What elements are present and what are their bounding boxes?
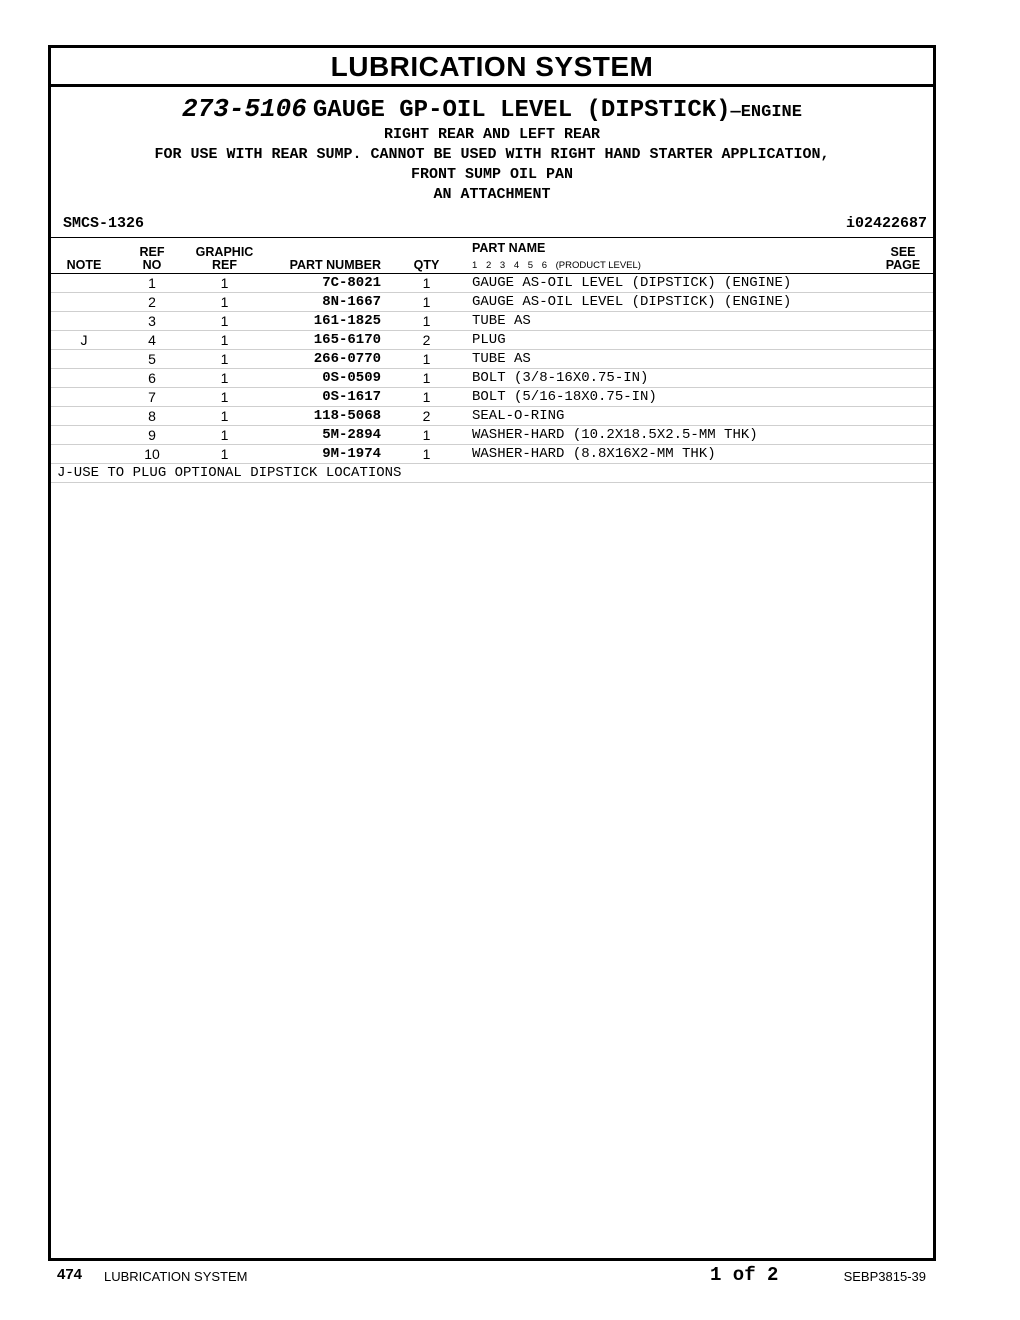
header-graphic-ref: GRAPHIC REF <box>195 245 254 272</box>
page-frame <box>48 45 936 1261</box>
row-part-number: 0S-0509 <box>322 370 381 386</box>
row-ref-no: 10 <box>144 446 160 462</box>
row-ref-no: 6 <box>148 370 156 386</box>
table-row <box>51 331 933 350</box>
table-row <box>51 312 933 331</box>
row-note <box>51 312 117 331</box>
group-qualifier: —ENGINE <box>730 103 802 122</box>
row-ref-no: 9 <box>148 427 156 443</box>
header-qty: QTY <box>413 258 440 272</box>
row-ref-no: 2 <box>148 294 156 310</box>
table-row <box>51 350 933 369</box>
row-qty: 1 <box>422 370 431 386</box>
table-row <box>51 369 933 388</box>
group-description-line: RIGHT REAR AND LEFT REAR <box>383 126 601 143</box>
row-part-number: 165-6170 <box>313 332 381 348</box>
footer-section: LUBRICATION SYSTEM <box>104 1269 248 1284</box>
row-graphic-ref: 1 <box>220 427 229 443</box>
row-note <box>51 407 117 426</box>
row-see-page <box>873 369 933 388</box>
row-qty: 1 <box>422 351 431 367</box>
row-ref-no: 1 <box>148 275 156 291</box>
row-graphic-ref: 1 <box>220 408 229 424</box>
row-part-name: WASHER-HARD (10.2X18.5X2.5-MM THK) <box>472 427 758 443</box>
row-qty: 1 <box>422 294 431 310</box>
section-title: LUBRICATION SYSTEM <box>51 48 933 87</box>
row-part-number: 0S-1617 <box>322 389 381 405</box>
row-see-page <box>873 312 933 331</box>
table-row <box>51 293 933 312</box>
page-number: 474 <box>57 1266 83 1283</box>
illustration-id: i02422687 <box>845 215 927 232</box>
table-row <box>51 407 933 426</box>
row-part-number: 8N-1667 <box>322 294 381 310</box>
row-part-name: WASHER-HARD (8.8X16X2-MM THK) <box>472 446 716 462</box>
row-see-page <box>873 407 933 426</box>
row-part-number: 266-0770 <box>313 351 381 367</box>
row-see-page <box>873 274 933 293</box>
row-part-number: 7C-8021 <box>322 275 381 291</box>
row-part-number: 118-5068 <box>313 408 381 424</box>
document-number: SEBP3815-39 <box>843 1269 926 1284</box>
row-part-name: BOLT (3/8-16X0.75-IN) <box>472 370 649 386</box>
row-part-name: SEAL-O-RING <box>472 408 565 424</box>
group-description-line: AN ATTACHMENT <box>433 186 551 203</box>
row-ref-no: 4 <box>148 332 156 348</box>
row-graphic-ref: 1 <box>220 294 229 310</box>
row-part-number: 9M-1974 <box>322 446 381 462</box>
table-row <box>51 426 933 445</box>
row-ref-no: 7 <box>148 389 156 405</box>
row-part-name: GAUGE AS-OIL LEVEL (DIPSTICK) (ENGINE) <box>472 294 792 310</box>
row-note <box>51 293 117 312</box>
row-ref-no: 8 <box>148 408 156 424</box>
smcs-code: SMCS-1326 <box>63 215 145 232</box>
row-qty: 1 <box>422 446 431 462</box>
row-see-page <box>873 445 933 464</box>
row-qty: 2 <box>422 332 431 348</box>
header-part-name: PART NAME 1 2 3 4 5 6 (PRODUCT LEVEL) <box>462 238 873 274</box>
row-see-page <box>873 388 933 407</box>
row-ref-no: 3 <box>148 313 156 329</box>
row-graphic-ref: 1 <box>220 370 229 386</box>
table-row <box>51 445 933 464</box>
row-see-page <box>873 293 933 312</box>
header-ref-no: REF NO <box>139 245 165 272</box>
row-qty: 1 <box>422 389 431 405</box>
row-note <box>51 445 117 464</box>
row-see-page <box>873 331 933 350</box>
header-part-number: PART NUMBER <box>289 258 381 272</box>
header-note: NOTE <box>66 258 102 272</box>
row-note <box>51 369 117 388</box>
row-see-page <box>873 350 933 369</box>
smcs-row <box>51 209 933 238</box>
row-graphic-ref: 1 <box>220 446 229 462</box>
row-note <box>51 426 117 445</box>
row-part-name: TUBE AS <box>472 351 531 367</box>
row-part-name: TUBE AS <box>472 313 531 329</box>
table-header-row <box>51 238 933 274</box>
row-part-number: 161-1825 <box>313 313 381 329</box>
row-graphic-ref: 1 <box>220 332 229 348</box>
group-title <box>51 93 933 125</box>
group-description-line: FRONT SUMP OIL PAN <box>410 166 574 183</box>
row-part-name: GAUGE AS-OIL LEVEL (DIPSTICK) (ENGINE) <box>472 275 792 291</box>
header-see-page: SEE PAGE <box>885 245 921 272</box>
table-row <box>51 388 933 407</box>
row-note <box>51 350 117 369</box>
table-footnote: J-USE TO PLUG OPTIONAL DIPSTICK LOCATIONS <box>51 464 933 483</box>
row-graphic-ref: 1 <box>220 351 229 367</box>
row-ref-no: 5 <box>148 351 156 367</box>
row-part-name: BOLT (5/16-18X0.75-IN) <box>472 389 657 405</box>
group-part-number: 273-5106 <box>182 94 307 124</box>
parts-table <box>51 238 933 464</box>
row-note <box>51 274 117 293</box>
row-graphic-ref: 1 <box>220 389 229 405</box>
row-graphic-ref: 1 <box>220 313 229 329</box>
row-qty: 1 <box>422 313 431 329</box>
group-header <box>51 93 933 205</box>
group-description-line: FOR USE WITH REAR SUMP. CANNOT BE USED WITH RIGHT HAND STARTER APPLICATION, <box>154 146 830 163</box>
product-levels: 1 2 3 4 5 6 (PRODUCT LEVEL) <box>472 260 641 271</box>
row-qty: 1 <box>422 427 431 443</box>
row-part-number: 5M-2894 <box>322 427 381 443</box>
row-note: J <box>80 332 88 348</box>
row-qty: 2 <box>422 408 431 424</box>
group-name: GAUGE GP-OIL LEVEL (DIPSTICK) <box>312 97 731 124</box>
row-see-page <box>873 426 933 445</box>
table-row <box>51 274 933 293</box>
page-count: 1 of 2 <box>710 1264 779 1286</box>
page-footer <box>0 1262 1020 1292</box>
row-graphic-ref: 1 <box>220 275 229 291</box>
row-part-name: PLUG <box>472 332 506 348</box>
row-note <box>51 388 117 407</box>
row-qty: 1 <box>422 275 431 291</box>
